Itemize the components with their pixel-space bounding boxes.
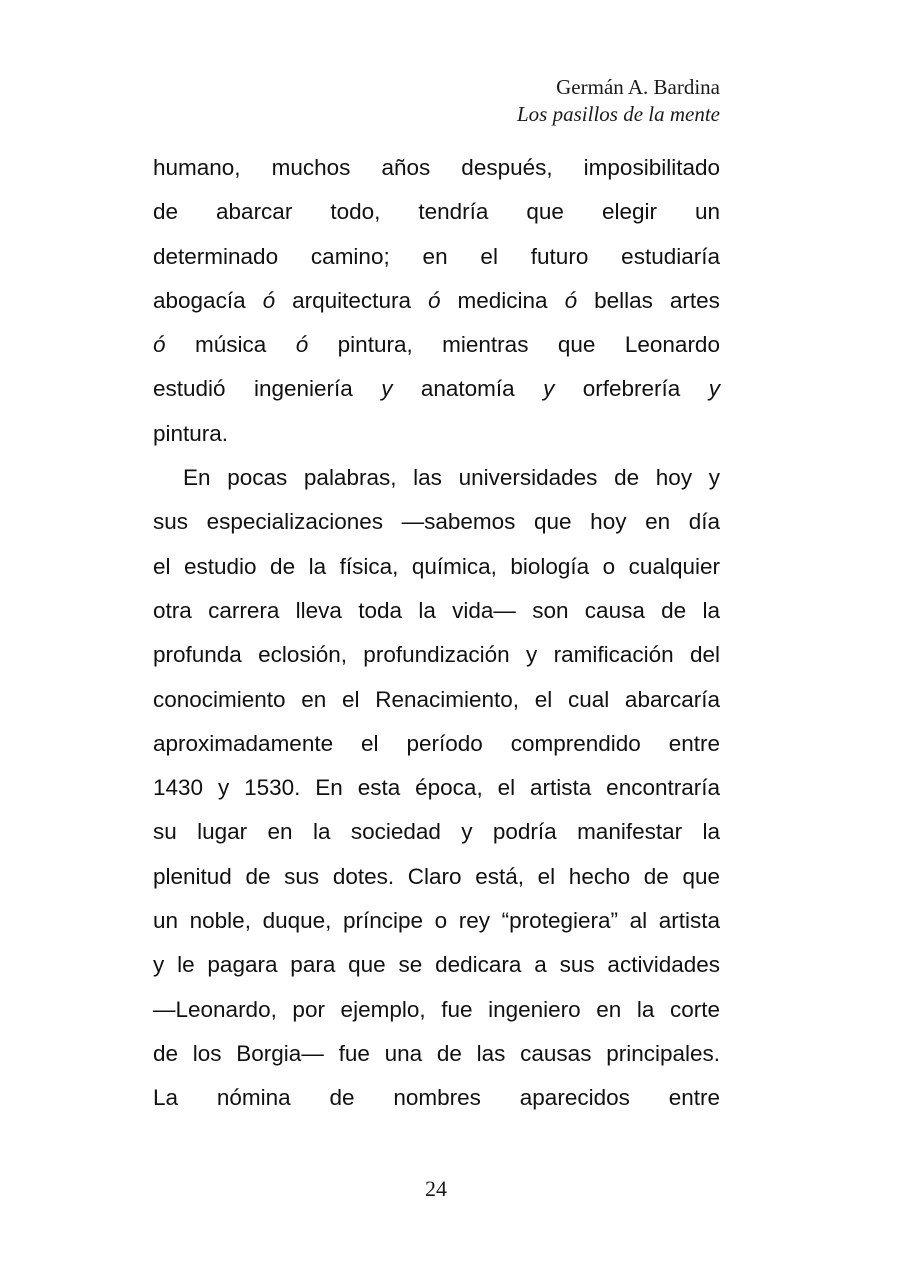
text-line: 1430 y 1530. En esta época, el artista encontraría [153,775,720,801]
word: estudió ingeniería [153,376,353,402]
italic-conjunction: ó [564,287,578,313]
italic-conjunction: y [543,376,555,402]
text-line: —Leonardo, por ejemplo, fue ingeniero en la corte [153,996,720,1022]
running-header [517,74,720,128]
italic-conjunction: ó [295,332,309,358]
word: orfebrería [582,376,681,402]
text-line [153,323,720,367]
text-line: el estudio de la física, química, biología o cualquier [153,553,720,579]
header-author: Germán A. Bardina [556,75,720,99]
word: música [194,332,267,358]
text-line: otra carrera lleva toda la vida— son causa de la [153,597,720,623]
word: anatomía [420,376,515,402]
page-number: 24 [425,1176,447,1201]
text-line: humano, muchos años después, imposibilitado [153,155,720,180]
italic-conjunction: y [708,376,720,402]
text-line: determinado camino; en el futuro estudiaría [153,243,720,269]
text-line: de abarcar todo, tendría que elegir un [153,199,720,225]
text-line: plenitud de sus dotes. Claro está, el hecho de que [153,863,720,889]
word: abogacía [153,287,246,313]
italic-conjunction: y [381,376,393,402]
text-line: y le pagara para que se dedicara a sus actividades [153,952,720,978]
text-line: En pocas palabras, las universidades de hoy y [183,465,720,491]
italic-conjunction: ó [262,287,276,313]
text-line: de los Borgia— fue una de las causas principales. [153,1040,720,1066]
italic-conjunction: ó [153,332,166,358]
text-line: profunda eclosión, profundización y ramificación del [153,642,720,668]
header-book-title: Los pasillos de la mente [517,102,720,126]
text-line [153,279,720,323]
text-line: pintura. [153,420,229,446]
word: medicina [457,287,548,313]
word: pintura, mientras que Leonardo [337,332,720,358]
text-line: conocimiento en el Renacimiento, el cual abarcaría [153,686,720,712]
text-line: La nómina de nombres aparecidos entre [153,1085,720,1111]
page-body [153,146,720,1121]
text-line [153,367,720,411]
text-line: sus especializaciones —sabemos que hoy en día [153,509,720,535]
text-line: un noble, duque, príncipe o rey “protegiera” al artista [153,908,720,934]
italic-conjunction: ó [427,287,441,313]
text-line: su lugar en la sociedad y podría manifestar la [153,819,720,845]
text-line: aproximadamente el período comprendido entre [153,730,720,756]
word: arquitectura [292,287,411,313]
word: bellas artes [594,287,720,313]
